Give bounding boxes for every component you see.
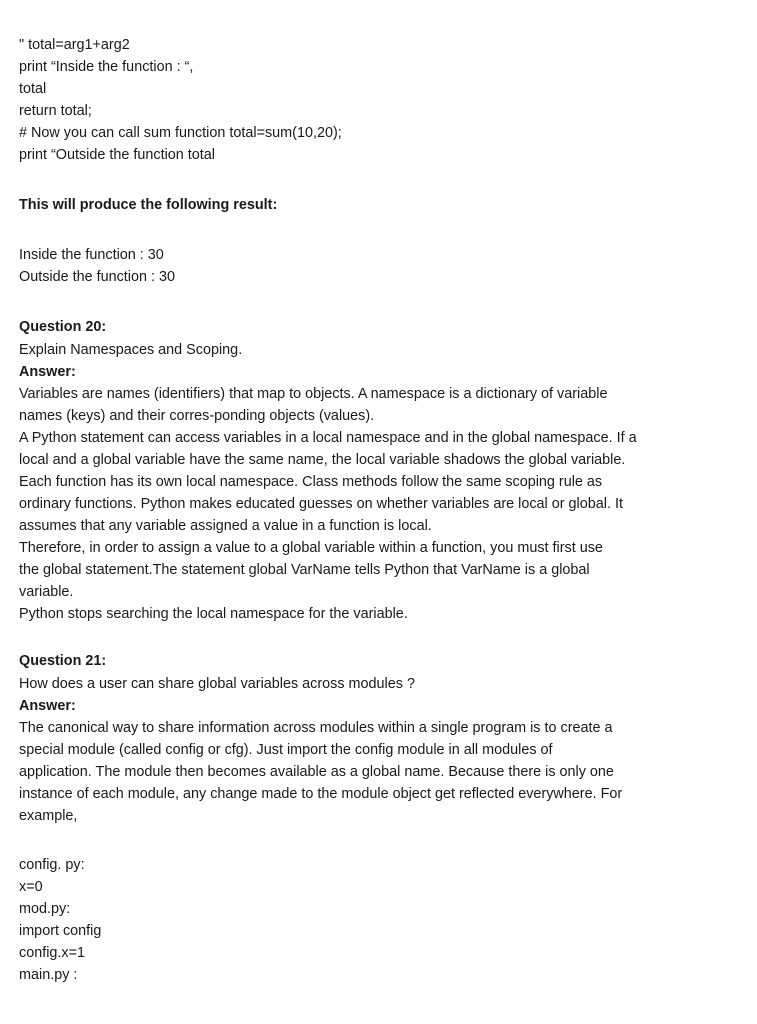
answer-21-label: Answer: <box>19 698 76 714</box>
answer-20-line: Therefore, in order to assign a value to a global variable within a function, you must first use <box>19 540 603 556</box>
answer-20-line: A Python statement can access variables in a local namespace and in the global namespace. If a <box>19 430 637 446</box>
code-line: main.py : <box>19 967 78 983</box>
code-line: config. py: <box>19 857 85 873</box>
question-20-title: Question 20: <box>19 319 107 335</box>
answer-21-line: application. The module then becomes available as a global name. Because there is only one <box>19 764 614 780</box>
question-21-title: Question 21: <box>19 653 107 669</box>
answer-20-line: Python stops searching the local namespace for the variable. <box>19 606 408 622</box>
code-line: total <box>19 81 47 97</box>
output-line: Outside the function : 30 <box>19 269 175 285</box>
answer-20-line: names (keys) and their corres-ponding objects (values). <box>19 408 375 424</box>
code-line: print “Outside the function total <box>19 147 215 163</box>
answer-20-line: ordinary functions. Python makes educated guesses on whether variables are local or global. It <box>19 496 623 512</box>
answer-21-line: The canonical way to share information across modules within a single program is to create a <box>19 720 613 736</box>
answer-21-line: example, <box>19 808 78 824</box>
answer-20-line: the global statement.The statement global VarName tells Python that VarName is a global <box>19 562 590 578</box>
code-line: import config <box>19 923 102 939</box>
answer-21-line: instance of each module, any change made to the module object get reflected everywhere. For <box>19 786 623 802</box>
question-20-text: Explain Namespaces and Scoping. <box>19 342 243 358</box>
code-line: " total=arg1+arg2 <box>19 37 130 53</box>
output-line: Inside the function : 30 <box>19 247 164 263</box>
answer-20-label: Answer: <box>19 364 76 380</box>
answer-21-line: special module (called config or cfg). Just import the config module in all modules of <box>19 742 553 758</box>
code-line: mod.py: <box>19 901 71 917</box>
result-heading: This will produce the following result: <box>19 197 278 213</box>
answer-20-line: assumes that any variable assigned a value in a function is local. <box>19 518 432 534</box>
answer-20-line: Variables are names (identifiers) that map to objects. A namespace is a dictionary of variable <box>19 386 608 402</box>
answer-20-line: local and a global variable have the same name, the local variable shadows the global variable. <box>19 452 626 468</box>
code-line: config.x=1 <box>19 945 86 961</box>
question-21-text: How does a user can share global variables across modules ? <box>19 676 415 692</box>
code-line: print “Inside the function : “, <box>19 59 194 75</box>
answer-20-line: variable. <box>19 584 74 600</box>
code-line: return total; <box>19 103 92 119</box>
code-line: # Now you can call sum function total=sum(10,20); <box>19 125 342 141</box>
answer-20-line: Each function has its own local namespace. Class methods follow the same scoping rule as <box>19 474 603 490</box>
code-line: x=0 <box>19 879 43 895</box>
